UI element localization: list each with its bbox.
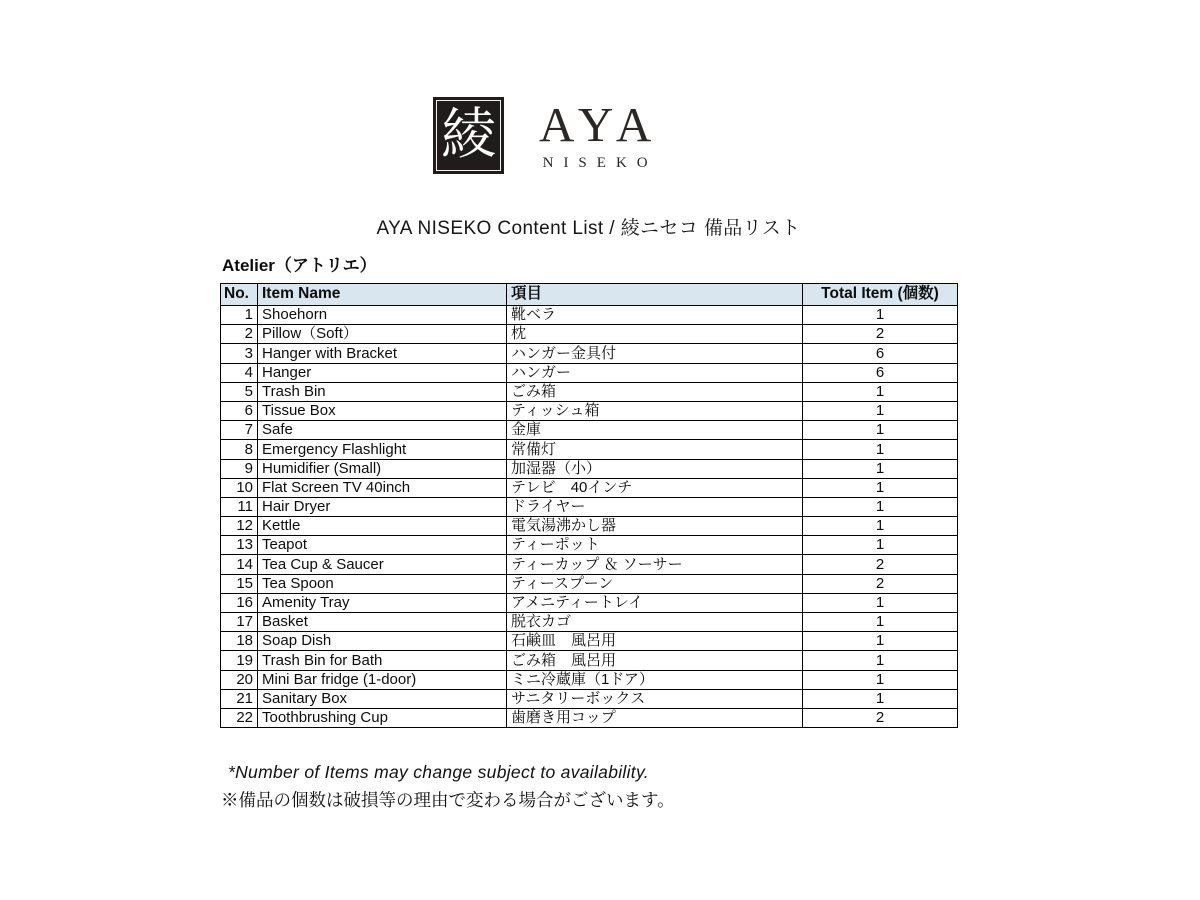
row-no: 15 <box>221 574 258 593</box>
row-item-jp: ごみ箱 <box>507 382 803 401</box>
logo-group <box>433 97 659 174</box>
row-item-jp: 加湿器（小） <box>507 459 803 478</box>
row-no: 20 <box>221 670 258 689</box>
row-item-jp: ドライヤー <box>507 497 803 516</box>
column-header-total: Total Item (個数) <box>803 284 958 306</box>
row-qty: 1 <box>803 306 958 325</box>
table-row <box>221 363 958 382</box>
row-no: 16 <box>221 593 258 612</box>
column-header-item-name: Item Name <box>258 284 507 306</box>
row-item-name: Amenity Tray <box>258 593 507 612</box>
row-no: 12 <box>221 517 258 536</box>
row-qty: 1 <box>803 613 958 632</box>
table-row <box>221 555 958 574</box>
row-qty: 1 <box>803 459 958 478</box>
row-item-jp: ティーカップ ＆ ソーサー <box>507 555 803 574</box>
row-item-jp: 石鹸皿 風呂用 <box>507 632 803 651</box>
row-qty: 1 <box>803 478 958 497</box>
row-item-jp: 常備灯 <box>507 440 803 459</box>
row-item-jp: ごみ箱 風呂用 <box>507 651 803 670</box>
row-qty: 1 <box>803 536 958 555</box>
row-item-name: Trash Bin <box>258 382 507 401</box>
table-row <box>221 459 958 478</box>
row-no: 14 <box>221 555 258 574</box>
row-item-jp: 枕 <box>507 325 803 344</box>
table-row <box>221 497 958 516</box>
row-no: 11 <box>221 497 258 516</box>
table-row <box>221 440 958 459</box>
note-english: *Number of Items may change subject to availability. <box>228 762 649 782</box>
content-table <box>220 283 958 728</box>
table-row <box>221 306 958 325</box>
row-no: 19 <box>221 651 258 670</box>
table-row <box>221 401 958 420</box>
row-qty: 1 <box>803 497 958 516</box>
row-item-name: Toothbrushing Cup <box>258 708 507 727</box>
row-qty: 1 <box>803 421 958 440</box>
row-no: 17 <box>221 613 258 632</box>
row-no: 22 <box>221 708 258 727</box>
row-qty: 1 <box>803 382 958 401</box>
row-item-jp: ティーポット <box>507 536 803 555</box>
row-qty: 1 <box>803 593 958 612</box>
table-row <box>221 344 958 363</box>
table-row <box>221 574 958 593</box>
table-row <box>221 593 958 612</box>
row-no: 6 <box>221 401 258 420</box>
row-item-name: Flat Screen TV 40inch <box>258 478 507 497</box>
row-item-jp: ハンガー金具付 <box>507 344 803 363</box>
table-row <box>221 708 958 727</box>
brand-subtitle: NISEKO <box>542 154 658 171</box>
row-item-name: Tea Cup & Saucer <box>258 555 507 574</box>
row-no: 1 <box>221 306 258 325</box>
section-title: Atelier（アトリエ） <box>222 256 377 275</box>
row-item-name: Tea Spoon <box>258 574 507 593</box>
table-row <box>221 651 958 670</box>
table-row <box>221 421 958 440</box>
row-qty: 1 <box>803 689 958 708</box>
row-qty: 2 <box>803 325 958 344</box>
row-no: 10 <box>221 478 258 497</box>
column-header-item-jp: 項目 <box>507 284 803 306</box>
row-item-jp: 歯磨き用コップ <box>507 708 803 727</box>
aya-kanji-logo <box>433 97 504 174</box>
content-table-header <box>221 284 958 306</box>
brand-name: AYA <box>539 96 660 152</box>
row-item-jp: テレビ 40インチ <box>507 478 803 497</box>
row-item-name: Humidifier (Small) <box>258 459 507 478</box>
row-item-jp: ティッシュ箱 <box>507 401 803 420</box>
row-item-jp: 靴ベラ <box>507 306 803 325</box>
row-item-name: Trash Bin for Bath <box>258 651 507 670</box>
table-row <box>221 670 958 689</box>
row-item-name: Basket <box>258 613 507 632</box>
row-item-jp: 脱衣カゴ <box>507 613 803 632</box>
row-qty: 2 <box>803 708 958 727</box>
row-item-jp: アメニティートレイ <box>507 593 803 612</box>
row-item-name: Emergency Flashlight <box>258 440 507 459</box>
table-row <box>221 478 958 497</box>
row-no: 8 <box>221 440 258 459</box>
row-no: 21 <box>221 689 258 708</box>
row-item-name: Safe <box>258 421 507 440</box>
row-item-name: Soap Dish <box>258 632 507 651</box>
row-qty: 1 <box>803 517 958 536</box>
table-row <box>221 517 958 536</box>
row-item-name: Hanger with Bracket <box>258 344 507 363</box>
column-header-no: No. <box>221 284 258 306</box>
row-item-name: Tissue Box <box>258 401 507 420</box>
row-no: 3 <box>221 344 258 363</box>
table-row <box>221 689 958 708</box>
row-item-name: Hanger <box>258 363 507 382</box>
table-row <box>221 613 958 632</box>
table-row <box>221 536 958 555</box>
header-row <box>221 284 958 306</box>
row-item-jp: ティースプーン <box>507 574 803 593</box>
row-item-name: Pillow（Soft） <box>258 325 507 344</box>
row-qty: 1 <box>803 670 958 689</box>
row-qty: 1 <box>803 440 958 459</box>
row-qty: 6 <box>803 344 958 363</box>
row-item-jp: サニタリーボックス <box>507 689 803 708</box>
row-item-name: Sanitary Box <box>258 689 507 708</box>
row-item-name: Mini Bar fridge (1-door) <box>258 670 507 689</box>
row-item-jp: 電気湯沸かし器 <box>507 517 803 536</box>
row-item-jp: ハンガー <box>507 363 803 382</box>
logo-wordmark <box>531 96 660 172</box>
row-no: 13 <box>221 536 258 555</box>
table-row <box>221 325 958 344</box>
row-qty: 1 <box>803 632 958 651</box>
row-no: 7 <box>221 421 258 440</box>
row-no: 2 <box>221 325 258 344</box>
row-item-name: Kettle <box>258 517 507 536</box>
content-table-body <box>221 306 958 728</box>
kanji-aya-glyph: 綾 <box>440 102 496 166</box>
row-qty: 2 <box>803 555 958 574</box>
row-qty: 1 <box>803 651 958 670</box>
row-no: 9 <box>221 459 258 478</box>
row-qty: 1 <box>803 401 958 420</box>
row-item-name: Shoehorn <box>258 306 507 325</box>
row-no: 5 <box>221 382 258 401</box>
table-row <box>221 382 958 401</box>
row-no: 18 <box>221 632 258 651</box>
row-no: 4 <box>221 363 258 382</box>
row-item-name: Teapot <box>258 536 507 555</box>
row-qty: 2 <box>803 574 958 593</box>
row-item-jp: 金庫 <box>507 421 803 440</box>
row-item-name: Hair Dryer <box>258 497 507 516</box>
table-row <box>221 632 958 651</box>
row-qty: 6 <box>803 363 958 382</box>
note-japanese: ※備品の個数は破損等の理由で変わる場合がございます。 <box>221 791 675 811</box>
row-item-jp: ミニ冷蔵庫（1ドア） <box>507 670 803 689</box>
document-title: AYA NISEKO Content List / 綾ニセコ 備品リスト <box>376 218 801 239</box>
